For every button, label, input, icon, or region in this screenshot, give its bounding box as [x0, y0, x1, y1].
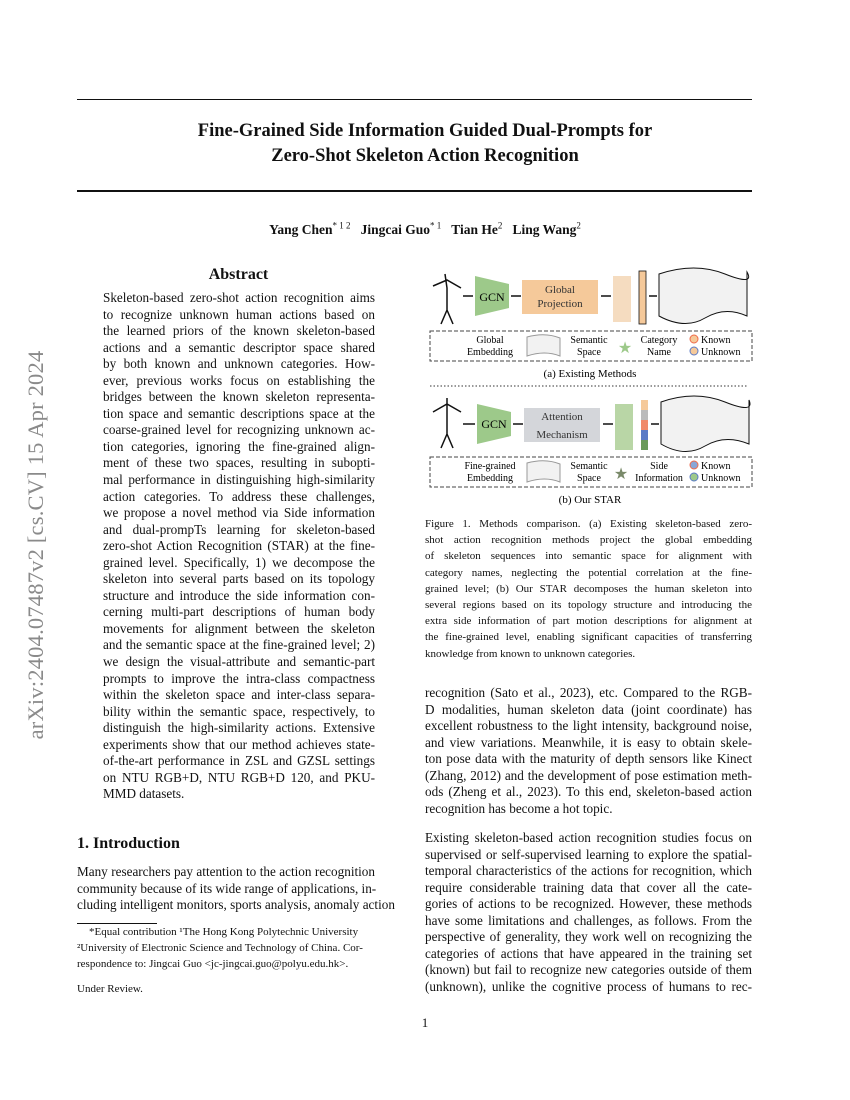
semantic-space-shape [659, 268, 749, 324]
text-line: distinguish the high-similarity actions. Extensive [103, 720, 375, 736]
text-line: bility within the semantic space, respectively, to [103, 703, 375, 719]
paper-title-line-1: Fine-Grained Side Information Guided Dual-Prompts for [197, 121, 653, 141]
legend-label: Space [577, 347, 601, 358]
intro-heading: 1. Introduction [77, 835, 180, 852]
semantic-space-shape [661, 396, 750, 452]
legend-label: Category [640, 335, 678, 346]
text-line: action categories. To address these challenges, [103, 488, 375, 504]
legend-label: Known [701, 461, 731, 472]
text-line: gories of actions to be recognized. However, these methods [425, 896, 752, 912]
fine-grained-embedding-figure [615, 404, 633, 450]
gcn-label: GCN [481, 417, 507, 431]
footnote: ²University of Electronic Science and Technology of China. Cor- [77, 942, 363, 954]
text-line: on NTU RGB+D, NTU RGB+D 120, and PKU- [103, 769, 375, 785]
attention-label: Mechanism [536, 429, 588, 441]
figure-caption [425, 516, 752, 662]
text-line: Skeleton-based zero-shot action recognition aims [103, 290, 375, 305]
text-line: zero-shot Action Recognition (STAR) at the fine- [103, 538, 375, 554]
figure-1-diagram [425, 262, 755, 512]
text-line: actions and a semantic descriptor space shared [103, 339, 375, 355]
title-rule [77, 190, 752, 192]
text-line: and view variations. Meanwhile, it is easy to obtain skele- [425, 734, 752, 750]
text-line: ever, previous works focus on establishing the [103, 372, 375, 388]
author-list [0, 220, 850, 238]
text-line: grained level; (b) Our STAR decomposes the human skeleton into [425, 582, 752, 595]
text-line: ton pose data with the maturity of depth sensors like Kinect [425, 751, 752, 767]
text-line: (unknown), unlike the cognitive process of humans to rec- [425, 978, 752, 994]
text-line: tion categories, ignoring the fine-grained align- [103, 438, 375, 454]
embedding-bar [639, 271, 646, 324]
top-rule [77, 99, 752, 100]
text-line: of-the-art performance in ZSL and GZSL settings [103, 753, 375, 769]
text-line: structure and introduce the side information con- [103, 587, 375, 603]
text-line: coarse-grained level for recognizing unknown ac- [103, 422, 375, 438]
text-line: (Zhang, 2012) and the development of pose estimation meth- [425, 767, 752, 783]
text-line: Figure 1. Methods comparison. (a) Existing skeleton-based zero- [425, 518, 752, 530]
text-line: excellent robustness to the light intensity, background noise, [425, 718, 752, 734]
semantic-space-icon [527, 335, 560, 356]
known-icon [690, 461, 698, 469]
text-line: cerning multi-part descriptions of human body [103, 604, 375, 620]
projection-label: Global [545, 284, 575, 296]
text-line: experiments show that our method achieves state- [103, 736, 375, 752]
legend-label: Semantic [570, 461, 608, 472]
legend-label: Semantic [570, 335, 608, 346]
legend-label: Embedding [466, 473, 514, 484]
subfigure-caption-a: (a) Existing Methods [543, 368, 637, 380]
author: Jingcai Guo$^{* 1}$ [360, 220, 442, 237]
text-line: within the skeleton space and inter-class separa- [103, 687, 375, 703]
gcn-label: GCN [479, 290, 505, 304]
legend-label: Unknown [701, 347, 741, 358]
footnote: *Equal contribution ¹The Hong Kong Polytechnic University [89, 926, 359, 938]
text-line: category names, neglecting the potential correlation at the fine- [425, 566, 752, 579]
text-line: have some limitations and challenges, as follows. From the [425, 912, 752, 928]
text-line: we design the visual-attribute and semantic-part [103, 654, 375, 670]
semantic-space-icon [527, 461, 560, 482]
right-column-paragraph-2 [425, 830, 752, 995]
text-line: mal performance in distinguishing high-similarity [103, 472, 375, 488]
star-icon: ★ [617, 340, 633, 357]
arxiv-identifier: arXiv:2404.07487v2 [cs.CV] 15 Apr 2024 [23, 350, 48, 740]
author: Tian He$^2$ [451, 220, 503, 237]
text-line: recognition has become a hot topic. [425, 800, 613, 816]
text-line: the fine-grained level, enabling significant capacities of transferring [425, 631, 752, 644]
known-icon [690, 335, 698, 343]
legend-label: Known [701, 335, 731, 346]
embedding-bar [641, 400, 648, 450]
text-line: Existing skeleton-based action recognition studies focus on [425, 830, 752, 845]
text-line: and the semantic space at the fine-grained level; 2) [103, 637, 375, 653]
text-line: movements for alignment between the skeleton [103, 620, 375, 636]
global-embedding-figure [613, 276, 631, 322]
text-line: skeleton into several parts based on its topology [103, 571, 375, 587]
text-line: the learned priors of the known skeleton-based [103, 323, 375, 339]
text-line: extra side information of part motion descriptions for alignment at [425, 615, 752, 628]
legend-label: Information [635, 473, 683, 484]
text-line: supervised or self-supervised learning to explore the spatial- [425, 846, 752, 862]
text-line: perspective of generality, they work well on recognizing the [425, 929, 752, 945]
footnote: respondence to: Jingcai Guo <jc-jingcai.guo@polyu.edu.hk>. [77, 958, 349, 970]
legend-label: Global [476, 335, 504, 346]
page-number: 1 [421, 1015, 429, 1030]
right-column-paragraph-1 [425, 685, 752, 817]
subfigure-caption-b: (b) Our STAR [558, 494, 622, 506]
text-line: categories of actions that have appeared in the training set [425, 945, 752, 961]
text-line: D modalities, human skeleton data (joint coordinate) has [425, 701, 752, 717]
abstract-heading: Abstract [208, 266, 269, 283]
intro-body [77, 864, 395, 914]
text-line: community because of its wide range of applications, in- [77, 880, 377, 896]
text-line: and dual-prompTs learning for skeleton-based [103, 521, 375, 537]
legend-label: Name [647, 347, 671, 358]
text-line: MMD datasets. [103, 786, 185, 802]
text-line: ment of these two spaces, resulting in subopti- [103, 455, 375, 471]
text-line: by both known and unknown categories. How- [103, 356, 375, 372]
abstract-body [103, 290, 375, 803]
side-information-star-icon: ★ [613, 466, 629, 483]
attention-label: Attention [541, 411, 583, 423]
skeleton-icon [433, 398, 461, 448]
under-review-note: Under Review. [77, 983, 143, 995]
text-line: grained level. Specifically, 1) we decompose the [103, 554, 375, 570]
text-line: several regions based on its topology structure and introducing the [425, 598, 752, 611]
text-line: we propose a novel method via Side information [103, 505, 375, 521]
text-line: bridges between the known skeleton representa- [103, 389, 375, 405]
text-line: recognition (Sato et al., 2023), etc. Compared to the RGB- [425, 685, 752, 700]
legend-label: Fine-grained [464, 461, 516, 472]
text-line: cluding intelligent monitors, sports analysis, anomaly action [77, 897, 395, 913]
legend-label: Unknown [701, 473, 741, 484]
text-line: Many researchers pay attention to the action recognition [77, 864, 375, 879]
legend-label: Embedding [466, 347, 514, 358]
paper-title-line-2: Zero-Shot Skeleton Action Recognition [271, 146, 579, 166]
unknown-icon [690, 473, 698, 481]
author: Ling Wang$^2$ [512, 220, 581, 237]
legend-label: Side [650, 461, 668, 472]
text-line: to recognize unknown human actions based on [103, 306, 375, 322]
text-line: tion space and semantic descriptions space at the [103, 405, 375, 421]
projection-label: Projection [537, 298, 583, 310]
text-line: temporal characteristics of the actions for recognition, which [425, 863, 752, 879]
legend-label: Space [577, 473, 601, 484]
unknown-icon [690, 347, 698, 355]
text-line: (known) but fail to recognize new categories outside of them [425, 962, 752, 978]
skeleton-icon [433, 274, 461, 324]
text-line: ods (Zheng et al., 2023). To this end, skeleton-based action [425, 784, 752, 800]
footnotes [77, 924, 375, 972]
text-line: prompts to improve the intra-class compactness [103, 670, 375, 686]
text-line: knowledge from known to unknown categories. [425, 647, 636, 660]
text-line: shot action recognition methods project the global embedding [425, 534, 752, 547]
text-line: of skeleton sequences into semantic space for alignment with [425, 550, 752, 563]
text-line: require considerable training data that cover all the cate- [425, 879, 752, 895]
author: Yang Chen$^{* 1 2}$ [269, 220, 351, 237]
